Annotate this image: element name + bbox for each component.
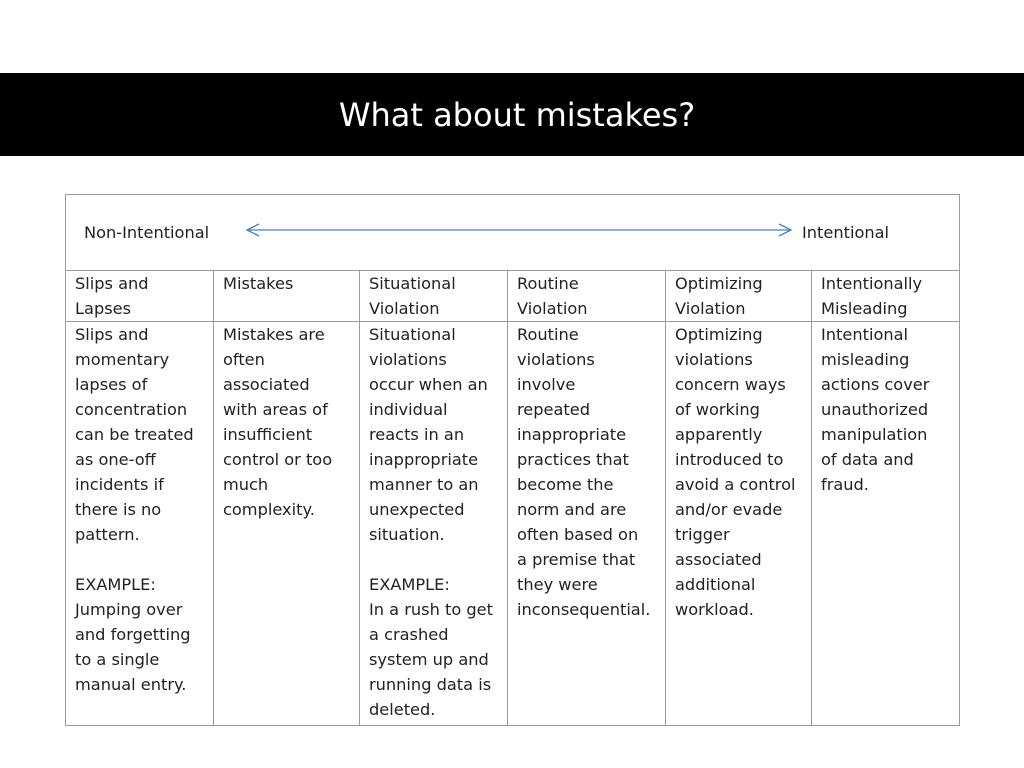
- header-slips-lapses: Slips and Lapses: [66, 271, 214, 322]
- desc-routine-violation: Routine violations involve repeated inappropriate practices that become the norm and are often based on a premise that they were inconsequential.: [508, 322, 666, 726]
- desc-mistakes: Mistakes are often associated with areas of insufficient control or too much complexity.: [214, 322, 360, 726]
- intent-scale-cell: [66, 195, 960, 271]
- mistakes-table: [65, 194, 960, 726]
- header-mistakes: Mistakes: [214, 271, 360, 322]
- desc-intentionally-misleading: Intentional misleading actions cover unauthorized manipulation of data and fraud.: [812, 322, 960, 726]
- header-routine-violation: Routine Violation: [508, 271, 666, 322]
- slide-title: What about mistakes?: [338, 95, 696, 134]
- non-intentional-label: Non-Intentional: [84, 223, 210, 242]
- header-row: [66, 271, 960, 322]
- intent-scale-row: [66, 195, 960, 271]
- desc-situational-violation: Situational violations occur when an individual reacts in an inappropriate manner to an unexpected situation. EXAMPLE: In a rush to get a crashed system up and running data is deleted.: [360, 322, 508, 726]
- intentional-label: Intentional: [802, 223, 890, 242]
- header-optimizing-violation: Optimizing Violation: [666, 271, 812, 322]
- header-intentionally-misleading: Intentionally Misleading: [812, 271, 960, 322]
- description-row: [66, 322, 960, 726]
- desc-optimizing-violation: Optimizing violations concern ways of working apparently introduced to avoid a control and/or evade trigger associated additional workload.: [666, 322, 812, 726]
- header-situational-violation: Situational Violation: [360, 271, 508, 322]
- title-bar: [0, 73, 1024, 156]
- double-arrow-icon: [245, 223, 793, 237]
- desc-slips-lapses: Slips and momentary lapses of concentration can be treated as one-off incidents if there is no pattern. EXAMPLE: Jumping over and forgetting to a single manual entry.: [66, 322, 214, 726]
